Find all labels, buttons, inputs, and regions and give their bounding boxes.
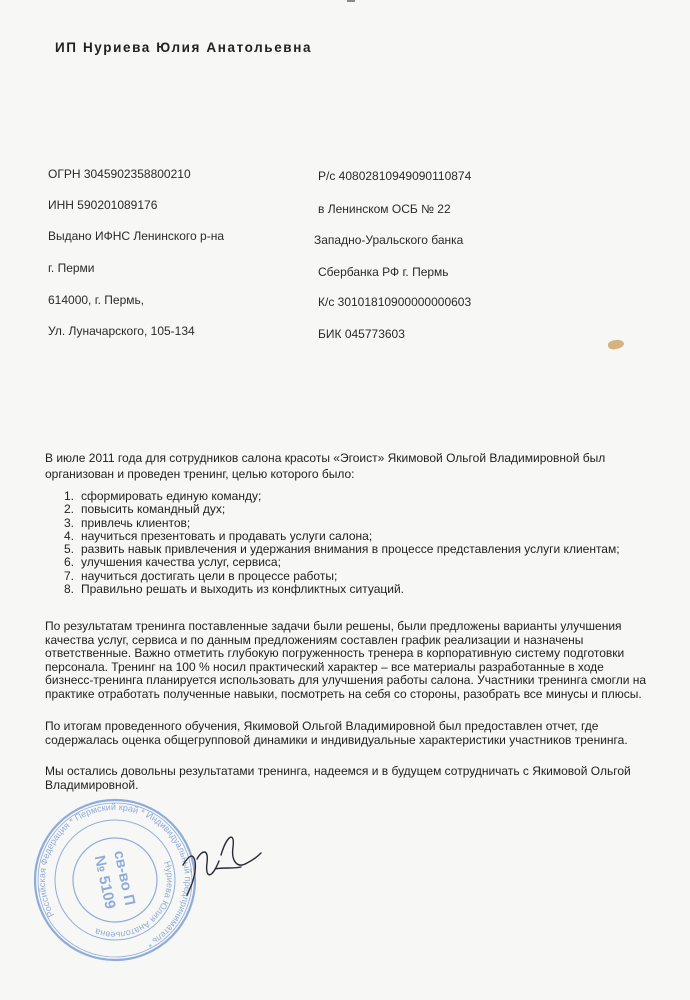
results-paragraph: По результатам тренинга поставленные задачи были решены, были предложены варианты улучшения качества услуг, сервиса и по данным предложениям составлен график реализации и назначены ответственные. Важно отметить глубокую погруженность тренера в корпоративную систему подготовки персонала. Тренинг на 100 % носил практический характер – все материалы разработанные в ходе бизнесс-тренинга планируется использовать для улучшения работы салона. Участники тренинга смогли на практике отработать полученные навыки, посмотреть на себя со стороны, разобрать все минусы и плюсы. <box>45 619 647 701</box>
item-text: сформировать единую команду; <box>81 489 262 503</box>
item-text: повысить командный дух; <box>81 502 226 517</box>
entrepreneur-name: ИП Нуриева Юлия Анатольевна <box>55 40 313 55</box>
correspondent-account: К/с 30101810900000000603 <box>318 295 472 309</box>
ink-blot <box>607 338 625 350</box>
item-number: 2. <box>64 502 75 517</box>
list-item <box>55 583 655 596</box>
list-item <box>55 490 655 503</box>
item-text: Правильно решать и выходить из конфликтных ситуаций. <box>81 582 404 597</box>
stamp-center-line1: св-во П <box>110 849 139 908</box>
signature <box>175 825 265 905</box>
bank-name: Сбербанка РФ г. Пермь <box>318 265 449 279</box>
bik: БИК 045773603 <box>318 327 405 341</box>
list-item <box>55 517 655 530</box>
intro-paragraph: В июле 2011 года для сотрудников салона красоты «Эгоист» Якимовой Ольгой Владимировной был организован и проведен тренинг, целью которого было: <box>45 451 606 481</box>
stamp-center-line2: № 5109 <box>90 853 119 911</box>
inn: ИНН 590201089176 <box>48 198 158 212</box>
list-item <box>55 503 655 516</box>
item-text: развить навык привлечения и удержания внимания в процессе представления услуги клиентам; <box>81 542 620 557</box>
stamp-outer-text: Российская Федерация * Пермский край * Индивидуальный предприниматель * <box>36 801 194 950</box>
item-text: научиться презентовать и продавать услуги салона; <box>81 528 373 543</box>
stamp-inner-text: Нуриева Юлия Анатольевна <box>93 859 176 941</box>
item-text: научиться достигать цели в процессе работы; <box>81 568 338 583</box>
list-item <box>55 530 655 543</box>
street-address: Ул. Луначарского, 105-134 <box>48 324 195 338</box>
list-item <box>55 556 655 569</box>
bank-branch: в Ленинском ОСБ № 22 <box>318 202 451 216</box>
ogrn: ОГРН 3045902358800210 <box>48 167 191 181</box>
closing-paragraph: Мы остались довольны результатами тренинга, надеемся и в будущем сотрудничать с Якимовой Ольгой Владимировной. <box>45 764 631 792</box>
list-item <box>55 543 655 556</box>
report-paragraph: По итогам проведенного обучения, Якимовой Ольгой Владимировной был предоставлен отчет, где содержалась оценка общегрупповой динамики и индивидуальные характеристики участников тренинга. <box>45 719 628 747</box>
issued-city: г. Перми <box>48 261 95 275</box>
item-number: 7. <box>64 568 75 583</box>
list-item <box>55 570 655 583</box>
item-number: 8. <box>64 582 75 597</box>
item-number: 1. <box>64 489 75 503</box>
goals-list <box>55 490 655 596</box>
issued-by: Выдано ИФНС Ленинского р-на <box>48 229 225 243</box>
item-number: 5. <box>64 542 75 557</box>
item-text: улучшения качества услуг, сервиса; <box>81 555 281 570</box>
postal-address: 614000, г. Пермь, <box>48 293 145 307</box>
item-number: 4. <box>64 528 75 543</box>
settlement-account: Р/с 40802810949090110874 <box>318 169 472 183</box>
item-number: 6. <box>64 555 75 570</box>
scan-mark <box>347 0 355 2</box>
item-number: 3. <box>64 515 75 530</box>
item-text: привлечь клиентов; <box>81 515 191 530</box>
bank-region: Западно-Уральского банка <box>314 233 464 247</box>
